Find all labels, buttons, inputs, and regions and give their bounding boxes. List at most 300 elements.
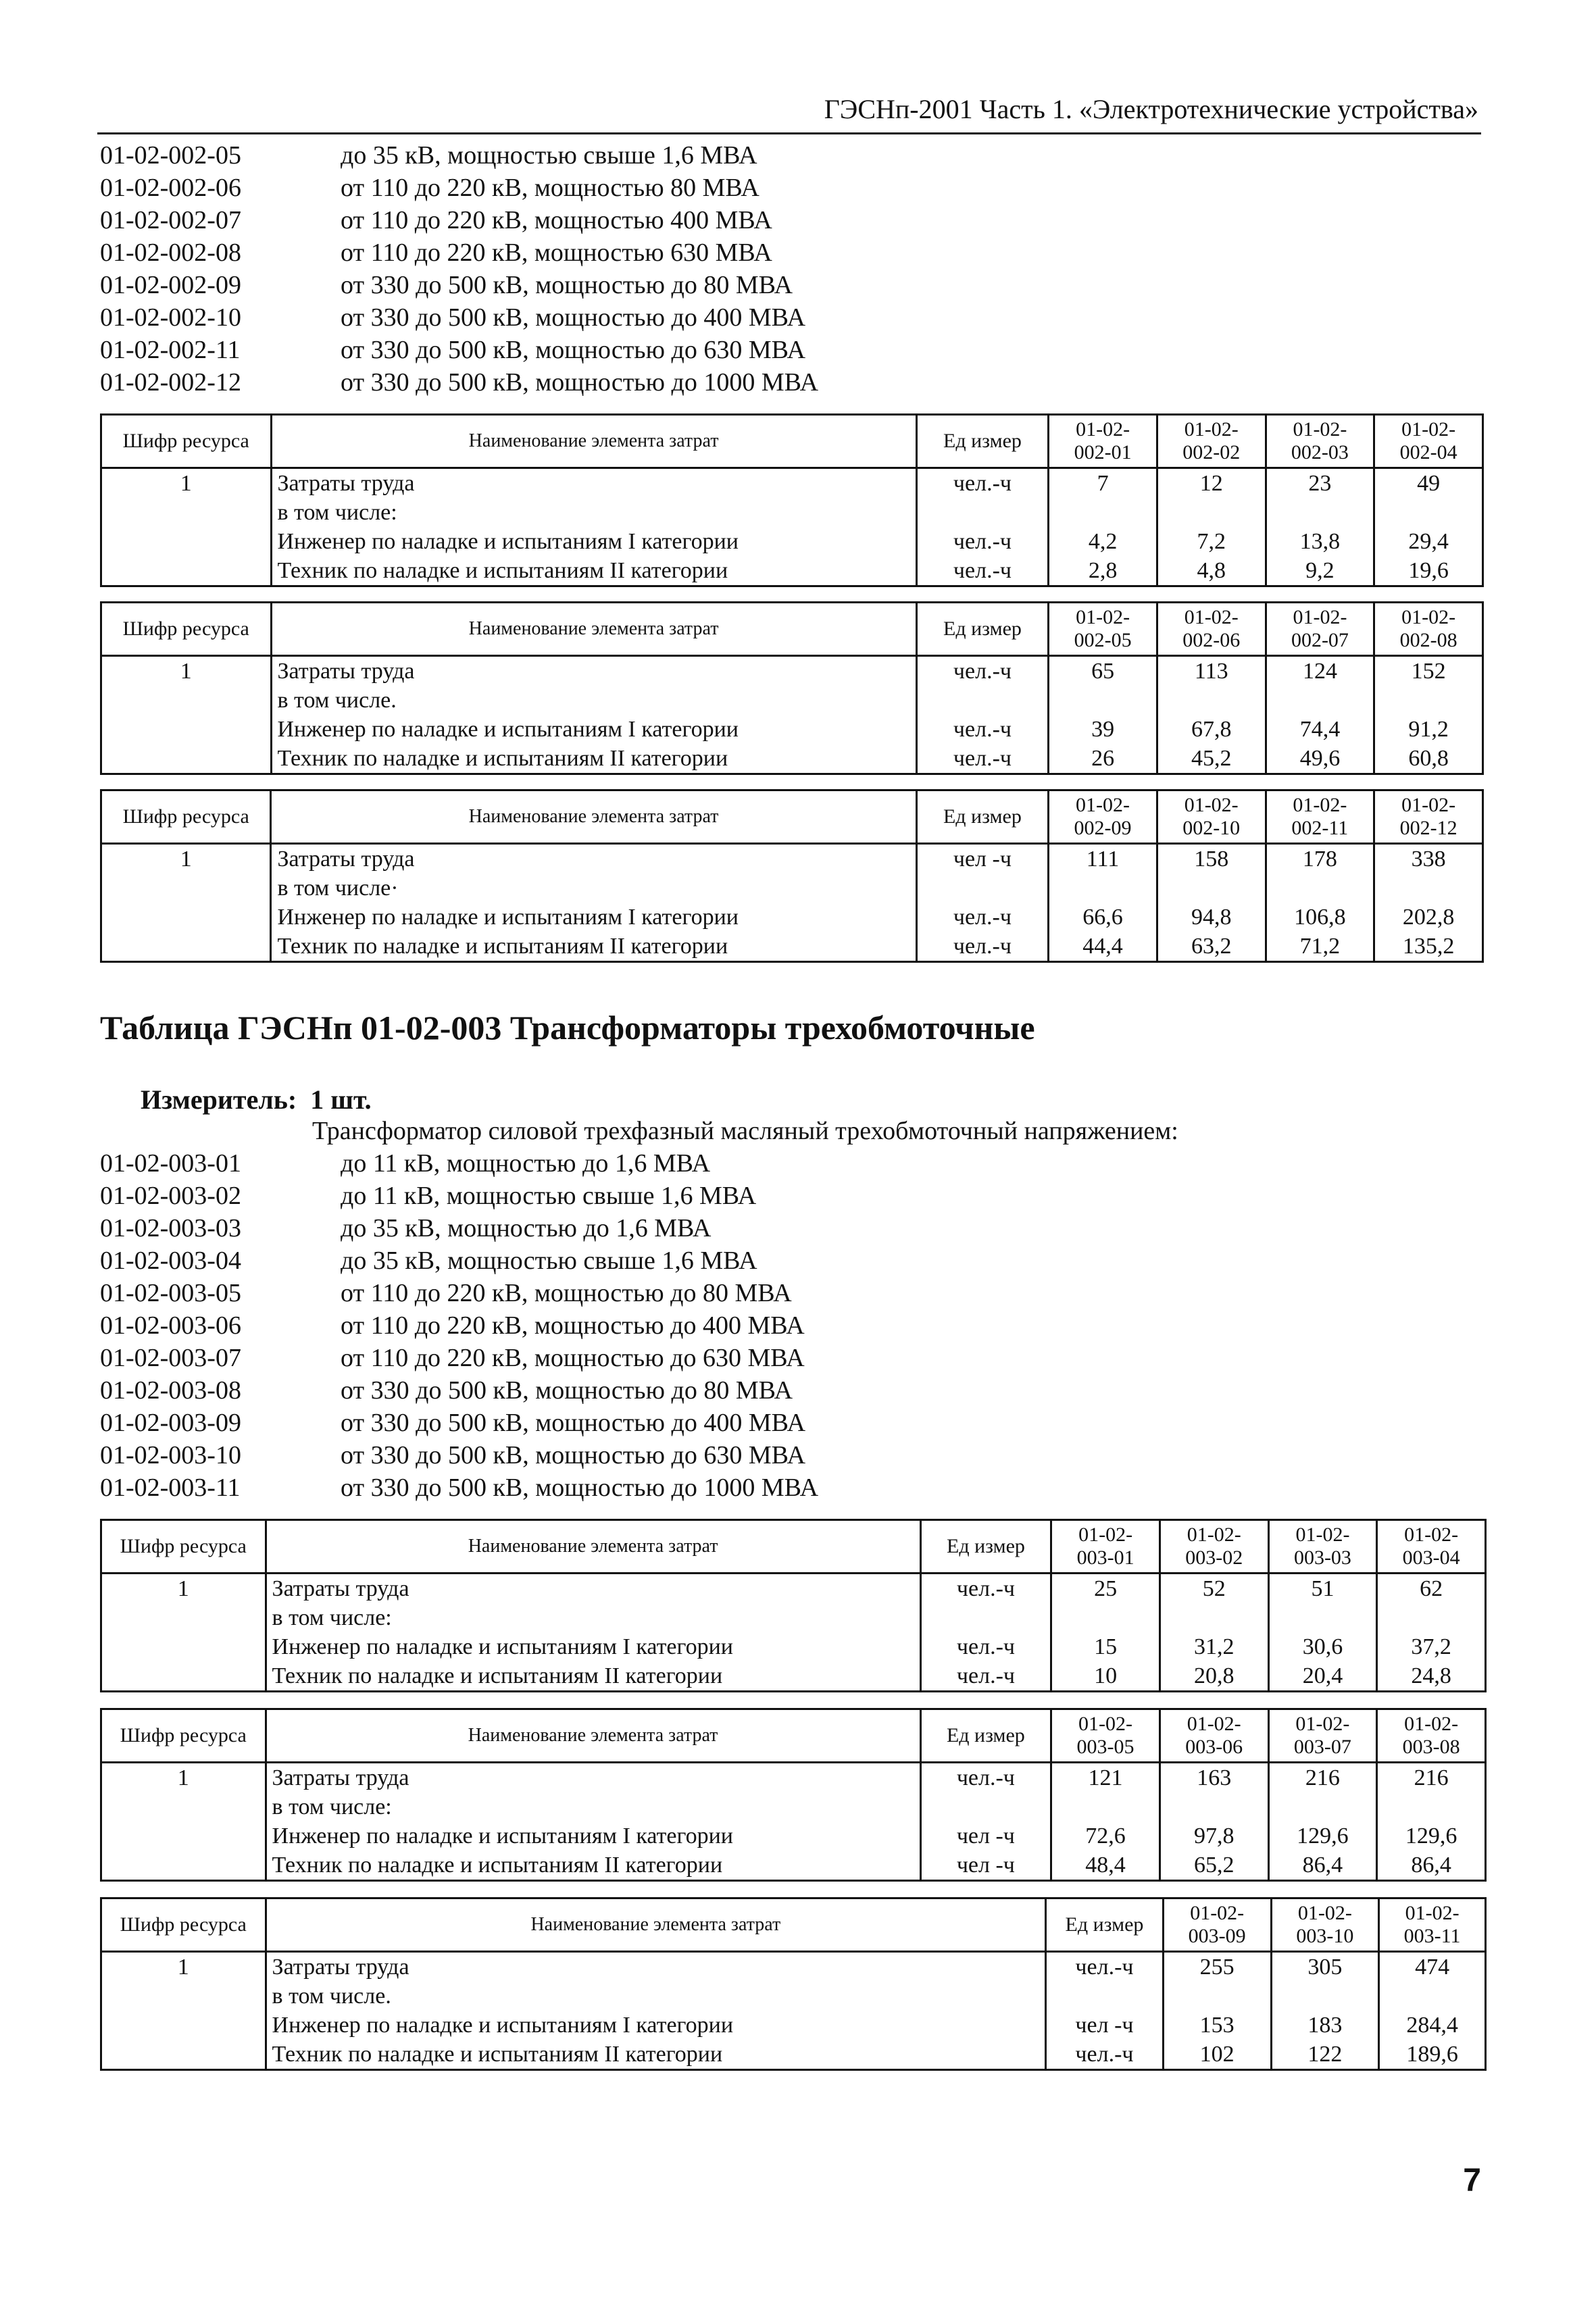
norm-value	[1272, 1982, 1378, 2011]
norm-value: 62	[1420, 1576, 1443, 1601]
cost-element-name: Техник по наладке и испытаниям II категории	[277, 934, 728, 959]
unit-value	[922, 1792, 1051, 1821]
value-cell	[1159, 1574, 1268, 1692]
unit-value: чел.-ч	[956, 1663, 1015, 1688]
norm-value: 44,4	[1082, 934, 1123, 959]
header-cell-code	[1374, 790, 1483, 844]
resource-description: от 110 до 220 кВ, мощностью до 630 МВА	[341, 1344, 805, 1372]
cost-element-cell	[266, 1574, 920, 1692]
resource-code: 01-02-003-08	[100, 1376, 241, 1405]
norm-table-003-c	[100, 1897, 1487, 2071]
header-cell-code	[1266, 790, 1374, 844]
cost-element-name: Затраты труда	[277, 471, 415, 496]
unit-value: чел.-ч	[956, 1765, 1015, 1790]
resource-cipher: 1	[177, 1576, 189, 1601]
norm-table-002-b	[100, 601, 1484, 775]
cost-element-name: в том числе.	[272, 1984, 391, 2009]
unit-value: чел.-ч	[953, 659, 1012, 684]
header-cell-code	[1377, 1709, 1486, 1763]
resource-code: 01-02-002-12	[100, 368, 241, 397]
norm-value	[1158, 498, 1265, 527]
norm-value: 121	[1088, 1765, 1123, 1790]
norm-value: 29,4	[1408, 529, 1449, 554]
page-number: 7	[1463, 2163, 1481, 2198]
norm-value: 338	[1411, 847, 1446, 872]
resource-code: 01-02-003-06	[100, 1311, 241, 1340]
code-part: 002-05	[1074, 629, 1132, 651]
norm-value: 12	[1199, 471, 1223, 496]
value-cell	[1374, 468, 1483, 586]
header-text: ГЭСНп-2001 Часть 1. «Электротехнические устройства»	[824, 94, 1478, 124]
header-cell-code	[1049, 415, 1157, 468]
norm-value: 102	[1199, 2042, 1235, 2067]
value-cell	[1049, 468, 1157, 586]
code-part: 003-03	[1293, 1546, 1351, 1569]
header-cell-code	[1266, 603, 1374, 656]
measure-line	[141, 1084, 372, 1115]
norm-value: 202,8	[1402, 905, 1455, 930]
resource-cipher-cell	[101, 468, 272, 586]
header-cell-name: Наименование элемента затрат	[271, 415, 916, 468]
norm-value: 65	[1091, 659, 1115, 684]
norm-value: 474	[1415, 1955, 1450, 1980]
header-cell-code	[1159, 1709, 1268, 1763]
norm-value: 122	[1307, 2042, 1343, 2067]
norm-value: 183	[1307, 2013, 1343, 2038]
value-cell	[1271, 1952, 1379, 2070]
unit-cell	[916, 844, 1049, 962]
header-cell-code	[1051, 1520, 1160, 1574]
code-part: 002-01	[1074, 441, 1132, 463]
norm-value	[1052, 1792, 1159, 1821]
norm-value: 106,8	[1294, 905, 1346, 930]
norm-value	[1270, 1792, 1376, 1821]
norm-value: 9,2	[1305, 558, 1335, 583]
code-part: 003-06	[1185, 1736, 1243, 1758]
norm-value: 71,2	[1299, 934, 1341, 959]
norm-value: 216	[1305, 1765, 1340, 1790]
resource-description: до 11 кВ, мощностью свыше 1,6 МВА	[341, 1182, 757, 1210]
code-part: 01-02-	[1078, 1713, 1133, 1735]
resource-code: 01-02-002-07	[100, 206, 241, 234]
unit-value: чел.-ч	[953, 717, 1012, 742]
code-part: 01-02-	[1187, 1524, 1241, 1546]
cost-element-name: Затраты труда	[277, 847, 415, 872]
norm-value: 255	[1199, 1955, 1235, 1980]
norm-value: 86,4	[1411, 1853, 1451, 1878]
norm-value: 51	[1311, 1576, 1335, 1601]
unit-value: чел.-ч	[953, 934, 1012, 959]
resource-code: 01-02-003-09	[100, 1409, 241, 1437]
norm-value: 13,8	[1299, 529, 1341, 554]
norm-value: 4,2	[1088, 529, 1118, 554]
unit-value: чел.-ч	[953, 529, 1012, 554]
code-part: 01-02-	[1187, 1713, 1241, 1735]
norm-value	[1049, 686, 1156, 715]
norm-value	[1161, 1792, 1268, 1821]
norm-value: 31,2	[1194, 1634, 1235, 1659]
norm-value: 7	[1097, 471, 1109, 496]
resource-code: 01-02-003-11	[100, 1474, 241, 1502]
norm-value: 2,8	[1088, 558, 1118, 583]
resource-description: от 110 до 220 кВ, мощностью 400 МВА	[341, 206, 772, 234]
cost-element-name: Техник по наладке и испытаниям II категории	[272, 1853, 723, 1878]
header-cell-code	[1268, 1520, 1377, 1574]
header-cell-unit: Ед измер	[920, 1709, 1051, 1763]
code-part: 01-02-	[1078, 1524, 1133, 1546]
unit-value	[918, 874, 1048, 903]
value-cell	[1374, 656, 1483, 774]
header-cell-name: Наименование элемента затрат	[271, 790, 916, 844]
header-cell-unit: Ед измер	[920, 1520, 1051, 1574]
value-cell	[1051, 1763, 1160, 1881]
unit-value: чел.-ч	[1075, 1955, 1134, 1980]
norm-value	[1270, 1603, 1376, 1632]
norm-value: 48,4	[1085, 1853, 1126, 1878]
norm-value: 97,8	[1193, 1823, 1235, 1848]
norm-value: 113	[1194, 659, 1228, 684]
header-cell-code	[1374, 603, 1483, 656]
measure-label: Измеритель:	[141, 1084, 297, 1115]
norm-value: 39	[1091, 717, 1115, 742]
cost-element-name: Техник по наладке и испытаниям II категории	[272, 1663, 723, 1688]
value-cell	[1377, 1574, 1486, 1692]
header-cell-name: Наименование элемента затрат	[271, 603, 916, 656]
norm-value: 60,8	[1408, 746, 1449, 771]
header-cell-shifr: Шифр ресурса	[101, 1520, 266, 1574]
cost-element-name: Техник по наладке и испытаниям II категории	[272, 2042, 723, 2067]
header-cell-code	[1379, 1898, 1486, 1952]
code-part: 002-06	[1182, 629, 1241, 651]
norm-value: 10	[1094, 1663, 1118, 1688]
unit-cell	[1046, 1952, 1164, 2070]
value-cell	[1157, 468, 1266, 586]
norm-value: 111	[1086, 847, 1120, 872]
value-cell	[1163, 1952, 1271, 2070]
norm-value: 129,6	[1297, 1823, 1349, 1848]
norm-value: 135,2	[1402, 934, 1455, 959]
norm-value	[1158, 686, 1265, 715]
code-part: 01-02-	[1184, 794, 1239, 816]
value-cell	[1268, 1574, 1377, 1692]
cost-element-name: в том числе:	[272, 1605, 392, 1630]
norm-value	[1267, 498, 1374, 527]
unit-value	[918, 498, 1048, 527]
code-part: 002-02	[1182, 441, 1241, 463]
header-cell-code	[1051, 1709, 1160, 1763]
header-cell-code	[1271, 1898, 1379, 1952]
header-cell-code	[1049, 603, 1157, 656]
measure-value: 1 шт.	[310, 1084, 372, 1115]
norm-value: 24,8	[1411, 1663, 1451, 1688]
header-cell-code	[1157, 790, 1266, 844]
unit-cell	[916, 656, 1049, 774]
header-cell-code	[1268, 1709, 1377, 1763]
resource-description: от 110 до 220 кВ, мощностью до 80 МВА	[341, 1279, 792, 1307]
norm-value: 49	[1417, 471, 1441, 496]
code-part: 01-02-	[1076, 794, 1130, 816]
norm-value: 94,8	[1191, 905, 1232, 930]
cost-element-name: Инженер по наладке и испытаниям I категории	[272, 1634, 734, 1659]
header-cell-code	[1157, 603, 1266, 656]
norm-value: 19,6	[1408, 558, 1449, 583]
code-part: 01-02-	[1404, 1524, 1459, 1546]
norm-value: 124	[1302, 659, 1337, 684]
value-cell	[1051, 1574, 1160, 1692]
resource-code: 01-02-002-08	[100, 238, 241, 267]
resource-description: от 110 до 220 кВ, мощностью 630 МВА	[341, 238, 772, 267]
resource-description: от 330 до 500 кВ, мощностью до 1000 МВА	[341, 368, 819, 397]
norm-value: 189,6	[1406, 2042, 1458, 2067]
value-cell	[1049, 844, 1157, 962]
resource-code: 01-02-002-06	[100, 174, 241, 202]
code-part: 003-09	[1188, 1925, 1246, 1947]
norm-value	[1161, 1603, 1268, 1632]
resource-cipher-cell	[101, 1574, 266, 1692]
norm-value	[1375, 874, 1482, 903]
value-cell	[1268, 1763, 1377, 1881]
cost-element-name: Инженер по наладке и испытаниям I категории	[272, 1823, 733, 1848]
resource-description: от 330 до 500 кВ, мощностью до 1000 МВА	[341, 1474, 819, 1502]
unit-value: чел.-ч	[956, 1634, 1015, 1659]
code-part: 01-02-	[1295, 1713, 1350, 1735]
code-part: 002-12	[1399, 817, 1457, 839]
norm-value	[1375, 686, 1482, 715]
value-cell	[1379, 1952, 1486, 2070]
norm-value: 15	[1094, 1634, 1118, 1659]
header-cell-name: Наименование элемента затрат	[266, 1520, 920, 1574]
resource-cipher-cell	[101, 844, 271, 962]
code-part: 002-08	[1399, 629, 1457, 651]
cost-element-name: в том числе:	[272, 1794, 392, 1819]
cost-element-name: Инженер по наладке и испытаниям I категории	[277, 905, 739, 930]
resource-description: от 330 до 500 кВ, мощностью до 400 МВА	[341, 303, 806, 332]
cost-element-name: в том числе:	[277, 500, 397, 525]
code-part: 003-07	[1293, 1736, 1351, 1758]
code-part: 01-02-	[1405, 1902, 1460, 1924]
norm-value: 74,4	[1299, 717, 1341, 742]
code-part: 003-08	[1402, 1736, 1460, 1758]
header-cell-code	[1163, 1898, 1271, 1952]
cost-element-name: Инженер по наладке и испытаниям I категории	[277, 717, 739, 742]
resource-description: от 330 до 500 кВ, мощностью до 400 МВА	[341, 1409, 806, 1437]
unit-value: чел.-ч	[953, 746, 1012, 771]
code-part: 002-10	[1182, 817, 1241, 839]
norm-value: 216	[1414, 1765, 1449, 1790]
resource-cipher: 1	[180, 471, 192, 496]
unit-cell	[920, 1763, 1051, 1881]
code-part: 01-02-	[1297, 1902, 1352, 1924]
resource-code: 01-02-002-11	[100, 336, 241, 364]
code-part: 003-01	[1076, 1546, 1134, 1569]
resource-code: 01-02-003-07	[100, 1344, 241, 1372]
cost-element-name: в том числе·	[277, 876, 399, 901]
norm-value	[1158, 874, 1265, 903]
header-cell-unit: Ед измер	[1046, 1898, 1164, 1952]
cost-element-name: Затраты труда	[277, 659, 415, 684]
resource-cipher: 1	[180, 847, 192, 872]
header-cell-code	[1159, 1520, 1268, 1574]
norm-value	[1049, 498, 1156, 527]
code-part: 003-11	[1403, 1925, 1461, 1947]
resource-cipher: 1	[180, 659, 192, 684]
code-part: 002-03	[1291, 441, 1349, 463]
resource-description: до 35 кВ, мощностью до 1,6 МВА	[341, 1214, 712, 1242]
unit-value: чел.-ч	[956, 1576, 1015, 1601]
code-part: 002-04	[1399, 441, 1457, 463]
resource-cipher-cell	[101, 1952, 266, 2070]
code-part: 002-09	[1074, 817, 1132, 839]
unit-cell	[920, 1574, 1051, 1692]
norm-value: 178	[1302, 847, 1337, 872]
norm-value	[1378, 1792, 1485, 1821]
code-part: 01-02-	[1401, 794, 1456, 816]
header-cell-shifr: Шифр ресурса	[101, 415, 272, 468]
header-cell-code	[1049, 790, 1157, 844]
resource-code: 01-02-003-04	[100, 1247, 241, 1275]
code-part: 01-02-	[1184, 418, 1239, 441]
norm-value: 23	[1308, 471, 1332, 496]
cost-element-name: Инженер по наладке и испытаниям I категории	[277, 529, 739, 554]
unit-value	[918, 686, 1048, 715]
resource-description: до 35 кВ, мощностью свыше 1,6 МВА	[341, 141, 757, 170]
value-cell	[1266, 656, 1374, 774]
norm-value: 163	[1197, 1765, 1232, 1790]
table-subtitle: Трансформатор силовой трехфазный масляный трехобмоточный напряжением:	[312, 1117, 1178, 1145]
header-cell-name: Наименование элемента затрат	[266, 1898, 1046, 1952]
norm-value: 20,8	[1194, 1663, 1235, 1688]
code-part: 003-02	[1185, 1546, 1243, 1569]
code-part: 01-02-	[1076, 418, 1130, 441]
norm-table-003-b	[100, 1708, 1487, 1882]
code-part: 01-02-	[1401, 418, 1456, 441]
value-cell	[1049, 656, 1157, 774]
resource-code: 01-02-003-02	[100, 1182, 241, 1210]
code-part: 01-02-	[1295, 1524, 1350, 1546]
unit-value: чел -ч	[1075, 2013, 1134, 2038]
cost-element-name: Техник по наладке и испытаниям II категории	[277, 746, 728, 771]
code-part: 01-02-	[1404, 1713, 1459, 1735]
norm-value: 52	[1202, 1576, 1226, 1601]
code-part: 01-02-	[1293, 794, 1347, 816]
norm-value	[1267, 874, 1374, 903]
norm-value	[1267, 686, 1374, 715]
header-cell-shifr: Шифр ресурса	[101, 603, 272, 656]
norm-value: 63,2	[1191, 934, 1232, 959]
norm-value: 153	[1199, 2013, 1235, 2038]
resource-cipher-cell	[101, 1763, 266, 1881]
norm-value: 86,4	[1302, 1853, 1343, 1878]
norm-value	[1375, 498, 1482, 527]
norm-value	[1052, 1603, 1159, 1632]
code-part: 01-02-	[1401, 606, 1456, 628]
cost-element-name: Затраты труда	[272, 1576, 409, 1601]
norm-value: 25	[1094, 1576, 1118, 1601]
code-part: 003-10	[1296, 1925, 1354, 1947]
norm-value: 158	[1194, 847, 1229, 872]
value-cell	[1157, 656, 1266, 774]
cost-element-name: Инженер по наладке и испытаниям I категории	[272, 2013, 734, 2038]
cost-element-name: Затраты труда	[272, 1765, 409, 1790]
resource-code: 01-02-002-10	[100, 303, 241, 332]
code-part: 01-02-	[1184, 606, 1239, 628]
header-cell-shifr: Шифр ресурса	[101, 1898, 266, 1952]
code-part: 002-11	[1291, 817, 1349, 839]
norm-value	[1378, 1603, 1485, 1632]
norm-value	[1164, 1982, 1270, 2011]
norm-value: 30,6	[1302, 1634, 1343, 1659]
unit-value: чел -ч	[956, 1853, 1015, 1878]
header-cell-shifr: Шифр ресурса	[101, 1709, 266, 1763]
norm-value: 7,2	[1197, 529, 1226, 554]
code-part: 01-02-	[1190, 1902, 1245, 1924]
resource-code: 01-02-003-01	[100, 1149, 241, 1178]
header-cell-unit: Ед измер	[916, 415, 1049, 468]
resource-description: от 110 до 220 кВ, мощностью 80 МВА	[341, 174, 759, 202]
value-cell	[1266, 468, 1374, 586]
norm-value: 284,4	[1406, 2013, 1458, 2038]
norm-value: 305	[1307, 1955, 1343, 1980]
cost-element-cell	[271, 656, 916, 774]
norm-table-002-c	[100, 789, 1484, 963]
header-cell-code	[1374, 415, 1483, 468]
unit-value: чел.-ч	[953, 905, 1012, 930]
resource-description: до 11 кВ, мощностью до 1,6 МВА	[341, 1149, 711, 1178]
code-part: 01-02-	[1076, 606, 1130, 628]
norm-value: 66,6	[1082, 905, 1123, 930]
norm-value: 129,6	[1405, 1823, 1457, 1848]
value-cell	[1377, 1763, 1486, 1881]
resource-cipher: 1	[177, 1765, 189, 1790]
value-cell	[1157, 844, 1266, 962]
norm-value: 65,2	[1193, 1853, 1235, 1878]
header-cell-code	[1157, 415, 1266, 468]
header-cell-unit: Ед измер	[916, 790, 1049, 844]
running-header	[97, 93, 1481, 134]
norm-table-003-a	[100, 1519, 1487, 1692]
code-part: 002-07	[1291, 629, 1349, 651]
value-cell	[1266, 844, 1374, 962]
header-cell-code	[1266, 415, 1374, 468]
unit-cell	[916, 468, 1049, 586]
norm-value: 49,6	[1299, 746, 1341, 771]
resource-description: от 330 до 500 кВ, мощностью до 80 МВА	[341, 271, 793, 299]
norm-value: 152	[1411, 659, 1446, 684]
norm-table-002-a	[100, 413, 1484, 587]
unit-value: чел -ч	[956, 1823, 1015, 1848]
cost-element-name: в том числе.	[277, 688, 397, 713]
value-cell	[1159, 1763, 1268, 1881]
norm-value: 91,2	[1408, 717, 1449, 742]
cost-element-cell	[271, 468, 916, 586]
resource-code: 01-02-003-03	[100, 1214, 241, 1242]
norm-value: 72,6	[1085, 1823, 1126, 1848]
resource-code: 01-02-003-10	[100, 1441, 241, 1469]
header-cell-name: Наименование элемента затрат	[266, 1709, 920, 1763]
cost-element-name: Затраты труда	[272, 1955, 409, 1980]
resource-description: от 330 до 500 кВ, мощностью до 630 МВА	[341, 336, 806, 364]
norm-value: 45,2	[1191, 746, 1232, 771]
resource-description: от 110 до 220 кВ, мощностью до 400 МВА	[341, 1311, 805, 1340]
resource-cipher: 1	[177, 1955, 189, 1980]
code-part: 01-02-	[1293, 418, 1347, 441]
norm-value	[1049, 874, 1156, 903]
resource-code: 01-02-002-05	[100, 141, 241, 170]
resource-cipher-cell	[101, 656, 272, 774]
unit-value: чел.-ч	[953, 471, 1012, 496]
norm-value: 4,8	[1197, 558, 1226, 583]
unit-value: чел -ч	[953, 847, 1012, 872]
